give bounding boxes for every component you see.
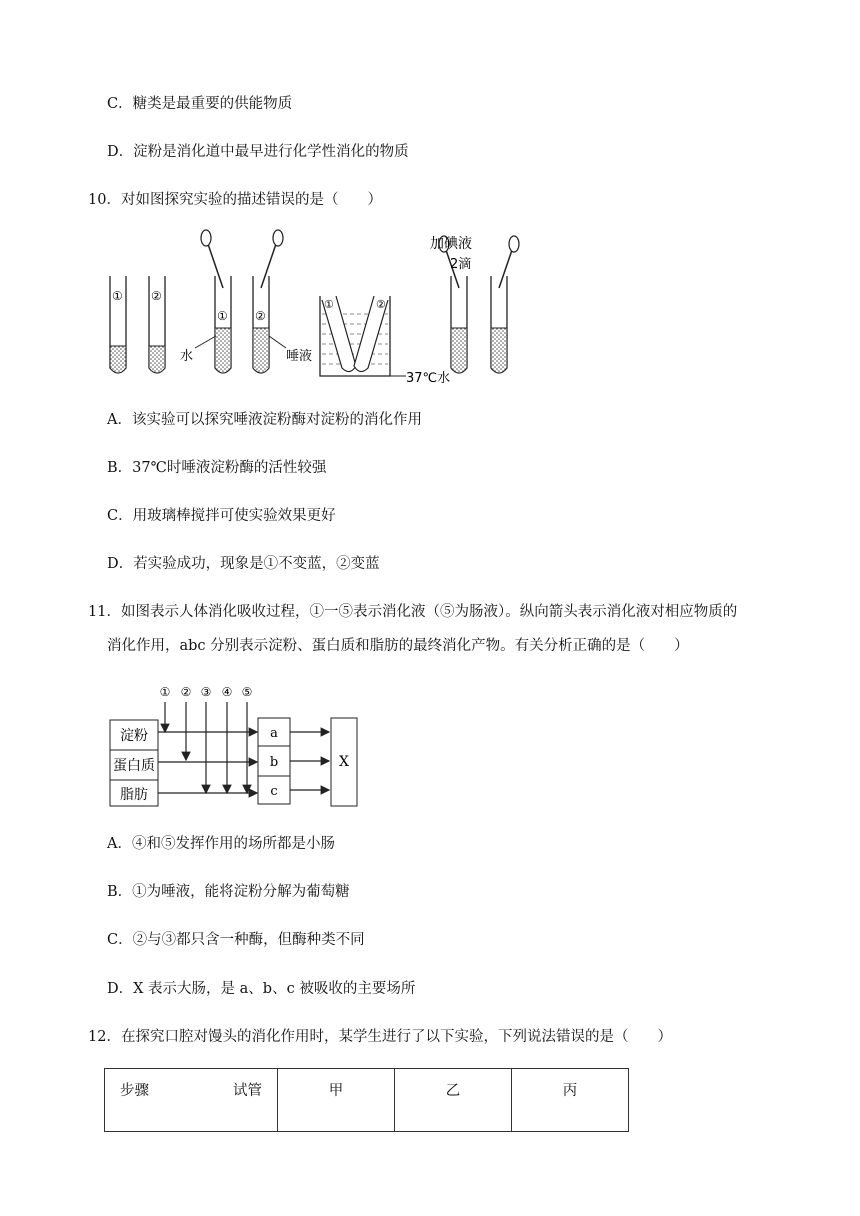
q11-option-a: A．④和⑤发挥作用的场所都是小肠 bbox=[107, 836, 335, 852]
table-row bbox=[105, 1069, 629, 1132]
water-label: 水 bbox=[180, 349, 194, 364]
q10-stem: 10．对如图探究实验的描述错误的是（ ） bbox=[88, 192, 382, 208]
nutrient-fat: 脂肪 bbox=[120, 787, 148, 803]
drops-label: 2滴 bbox=[450, 257, 472, 272]
saliva-label: 唾液 bbox=[286, 349, 313, 364]
x-label: X bbox=[339, 754, 349, 770]
product-b: b bbox=[269, 755, 279, 770]
dropper-bulb-icon bbox=[273, 230, 283, 246]
juice-2-label: ② bbox=[180, 685, 192, 699]
q10-option-c: C．用玻璃棒搅拌可使实验效果更好 bbox=[107, 508, 336, 524]
q10-option-b: B．37℃时唾液淀粉酶的活性较强 bbox=[107, 460, 327, 476]
tube1-water-label: ① bbox=[217, 309, 228, 323]
juice-4-label: ④ bbox=[221, 685, 233, 699]
q10-option-a: A．该实验可以探究唾液淀粉酶对淀粉的消化作用 bbox=[107, 412, 422, 428]
q11-option-d: D．X 表示大肠，是 a、b、c 被吸收的主要场所 bbox=[107, 981, 416, 997]
q11-stem-line1: 11．如图表示人体消化吸收过程，①一⑤表示消化液（⑤为肠液）。纵向箭头表示消化液对相应物质的 bbox=[88, 604, 738, 620]
test-tube-iodine-2 bbox=[491, 236, 519, 373]
test-tube-water bbox=[201, 230, 231, 373]
bath-temp-label: 37℃水 bbox=[406, 371, 451, 386]
nutrient-protein: 蛋白质 bbox=[113, 758, 155, 774]
q11-digestion-figure bbox=[105, 680, 365, 810]
juice-3-label: ③ bbox=[200, 685, 212, 699]
q9-option-d: D．淀粉是消化道中最早进行化学性消化的物质 bbox=[107, 144, 409, 160]
header-col-yi: 乙 bbox=[395, 1069, 512, 1132]
product-c: c bbox=[270, 784, 278, 799]
q11-option-c: C．②与③都只含一种酶，但酶种类不同 bbox=[107, 932, 365, 948]
juice-5-label: ⑤ bbox=[241, 685, 253, 699]
dropper-bulb-icon bbox=[201, 230, 211, 246]
tube2-label: ② bbox=[151, 289, 162, 303]
header-tube: 试管 bbox=[233, 1083, 262, 1099]
bath-tube2-label: ② bbox=[376, 298, 386, 311]
tube1-label: ① bbox=[112, 289, 123, 303]
juice-1-label: ① bbox=[159, 685, 171, 699]
q10-option-d: D．若实验成功，现象是①不变蓝，②变蓝 bbox=[107, 556, 380, 572]
header-step: 步骤 bbox=[120, 1083, 149, 1099]
test-tube-saliva bbox=[253, 230, 283, 373]
dropper-bulb-icon bbox=[509, 236, 519, 252]
bath-tube1-label: ① bbox=[324, 298, 334, 311]
q11-stem-line2: 消化作用，abc 分别表示淀粉、蛋白质和脂肪的最终消化产物。有关分析正确的是（ ） bbox=[107, 638, 689, 654]
header-col-bing: 丙 bbox=[512, 1069, 629, 1132]
product-a: a bbox=[270, 726, 278, 741]
q9-option-c: C．糖类是最重要的供能物质 bbox=[107, 96, 293, 112]
q12-steps-table bbox=[104, 1068, 629, 1132]
q11-option-b: B．①为唾液，能将淀粉分解为葡萄糖 bbox=[107, 884, 350, 900]
q12-stem: 12．在探究口腔对馒头的消化作用时，某学生进行了以下实验，下列说法错误的是（ ） bbox=[88, 1029, 672, 1045]
tube2-saliva-label: ② bbox=[255, 309, 266, 323]
nutrient-starch: 淀粉 bbox=[120, 728, 148, 744]
q10-experiment-figure bbox=[100, 228, 530, 388]
iodine-label: 加碘液 bbox=[430, 236, 472, 252]
header-step-tube-cell bbox=[105, 1069, 278, 1132]
header-col-jia: 甲 bbox=[278, 1069, 395, 1132]
